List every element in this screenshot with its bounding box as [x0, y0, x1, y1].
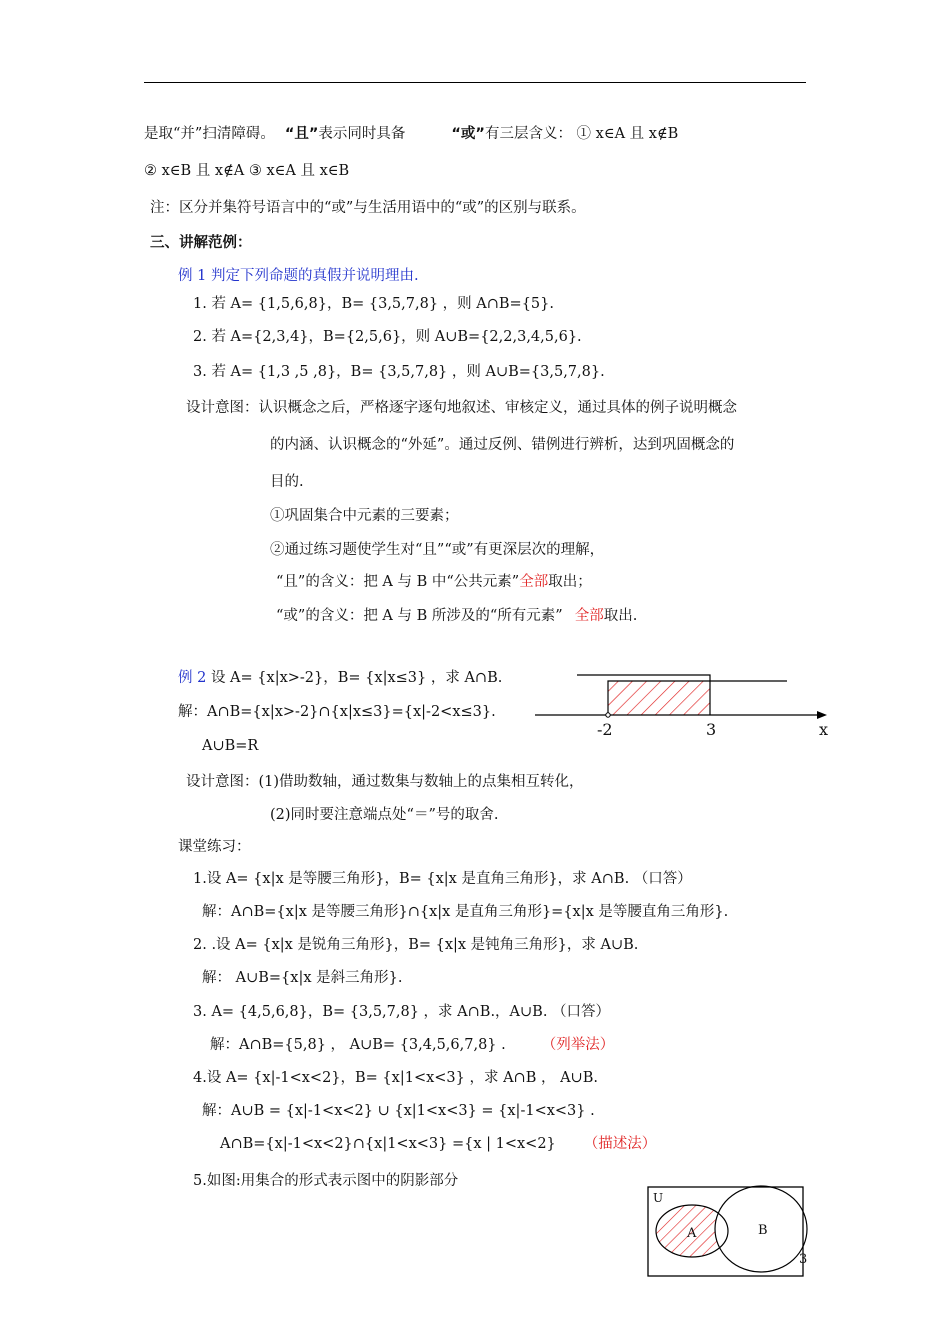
highlight-all: 全部 — [519, 574, 549, 590]
design-intent-1-line-1: 设计意图：认识概念之后，严格逐字逐句地叙述、审核定义，通过具体的例子说明概念 — [186, 400, 737, 416]
design-intent-1-line-5: ②通过练习题使学生对“且”“或”有更深层次的理解， — [270, 542, 605, 558]
text: 表示同时具备 — [318, 126, 406, 142]
axis-arrow-icon — [817, 711, 827, 719]
line-and-or-meaning — [144, 124, 678, 144]
practice-3: 3. A= {4,5,6,8}，B= {3,5,7,8} ，求 A∩B.，A∪B. （口答） — [193, 1004, 611, 1020]
design-intent-2-line-1: 设计意图：(1)借助数轴，通过数集与数轴上的点集相互转化， — [186, 774, 584, 790]
design-intent-2-line-2: (2)同时要注意端点处“＝”号的取舍. — [270, 807, 499, 823]
method-label: （描述法） — [583, 1136, 657, 1152]
practice-1-solution: 解：A∩B={x|x 是等腰三角形}∩{x|x 是直角三角形}={x|x 是等腰直角三角形}. — [202, 904, 729, 920]
practice-4-solution-union: 解：A∪B = {x|-1<x<2} ∪ {x|1<x<3} = {x|-1<x<3} . — [202, 1103, 595, 1119]
example-2-union: A∪B=R — [202, 738, 259, 754]
design-intent-1-line-3: 目的. — [270, 474, 304, 490]
label-b: B — [758, 1223, 768, 1238]
example-1-item-3: 3. 若 A= {1,3 ,5 ,8}，B= {3,5,7,8} ，则 A∪B={3,5,7,8}. — [193, 364, 605, 380]
line-or-cases: ② x∈B 且 x∉A ③ x∈A 且 x∈B — [144, 163, 350, 179]
design-intent-1-line-4: ①巩固集合中元素的三要素； — [270, 508, 459, 524]
example-1-title: 例 1 判定下列命题的真假并说明理由. — [178, 268, 419, 284]
and-keyword: “且” — [284, 126, 319, 142]
example-1-item-2: 2. 若 A={2,3,4}，B={2,5,6}，则 A∪B={2,2,3,4,5,6}. — [193, 329, 582, 345]
practice-title: 课堂练习： — [178, 839, 251, 855]
label-u: U — [653, 1191, 664, 1205]
open-endpoint — [606, 713, 610, 717]
text: 解：A∩B={5,8} ， A∪B= {3,4,5,6,7,8} . — [210, 1037, 506, 1053]
venn-diagram — [647, 1186, 807, 1280]
section-heading: 三、讲解范例： — [150, 235, 252, 251]
page-number: 3 — [799, 1252, 808, 1267]
example-2-solution: 解：A∩B={x|x>-2}∩{x|x≤3}={x|-2<x≤3}. — [178, 704, 496, 720]
intersection-hatch — [608, 681, 710, 715]
label-a: A — [687, 1226, 697, 1241]
design-intent-1-line-2: 的内涵、认识概念的“外延”。通过反例、错例进行辨析，达到巩固概念的 — [270, 437, 735, 453]
text: “且”的含义：把 A 与 B 中“公共元素” — [276, 574, 520, 590]
practice-5: 5.如图:用集合的形式表示图中的阴影部分 — [193, 1173, 459, 1189]
text: A∩B={x|-1<x<2}∩{x|1<x<3} ={x | 1<x<2} — [220, 1136, 556, 1152]
and-meaning — [276, 572, 592, 592]
header-rule — [144, 82, 806, 83]
text: 是取“并”扫清障碍。 — [144, 126, 275, 142]
text: 设 A= {x|x>-2}，B= {x|x≤3} ，求 A∩B. — [206, 670, 503, 686]
text: 取出； — [548, 574, 592, 590]
number-line-figure — [535, 665, 835, 745]
note: 注：区分并集符号语言中的“或”与生活用语中的“或”的区别与联系。 — [150, 200, 586, 216]
method-label: （列举法） — [541, 1037, 615, 1053]
practice-2-solution: 解： A∪B={x|x 是斜三角形}. — [202, 970, 403, 986]
example-2-question — [178, 668, 502, 688]
label-x-axis: x — [819, 720, 829, 739]
text: 取出. — [603, 608, 638, 624]
or-keyword: “或” — [451, 126, 485, 142]
practice-4-solution-intersection — [220, 1134, 656, 1154]
practice-1: 1.设 A= {x|x 是等腰三角形}，B= {x|x 是直角三角形}，求 A∩B. （口答） — [193, 871, 692, 887]
label-three: 3 — [706, 720, 717, 739]
text: “或”的含义：把 A 与 B 所涉及的“所有元素” — [276, 608, 563, 624]
or-meaning — [276, 606, 637, 626]
label-minus-two: -2 — [597, 720, 613, 739]
text: 有三层含义： ① x∈A 且 x∉B — [484, 126, 679, 142]
example-2-label: 例 2 — [178, 670, 207, 686]
practice-3-solution — [210, 1035, 614, 1055]
practice-4: 4.设 A= {x|-1<x<2}，B= {x|1<x<3} ，求 A∩B ， A∪B. — [193, 1070, 598, 1086]
practice-2: 2. .设 A= {x|x 是锐角三角形}，B= {x|x 是钝角三角形}，求 A∪B. — [193, 937, 639, 953]
example-1-item-1: 1. 若 A= {1,5,6,8}，B= {3,5,7,8} ，则 A∩B={5}. — [193, 296, 554, 312]
highlight-all: 全部 — [574, 608, 604, 624]
